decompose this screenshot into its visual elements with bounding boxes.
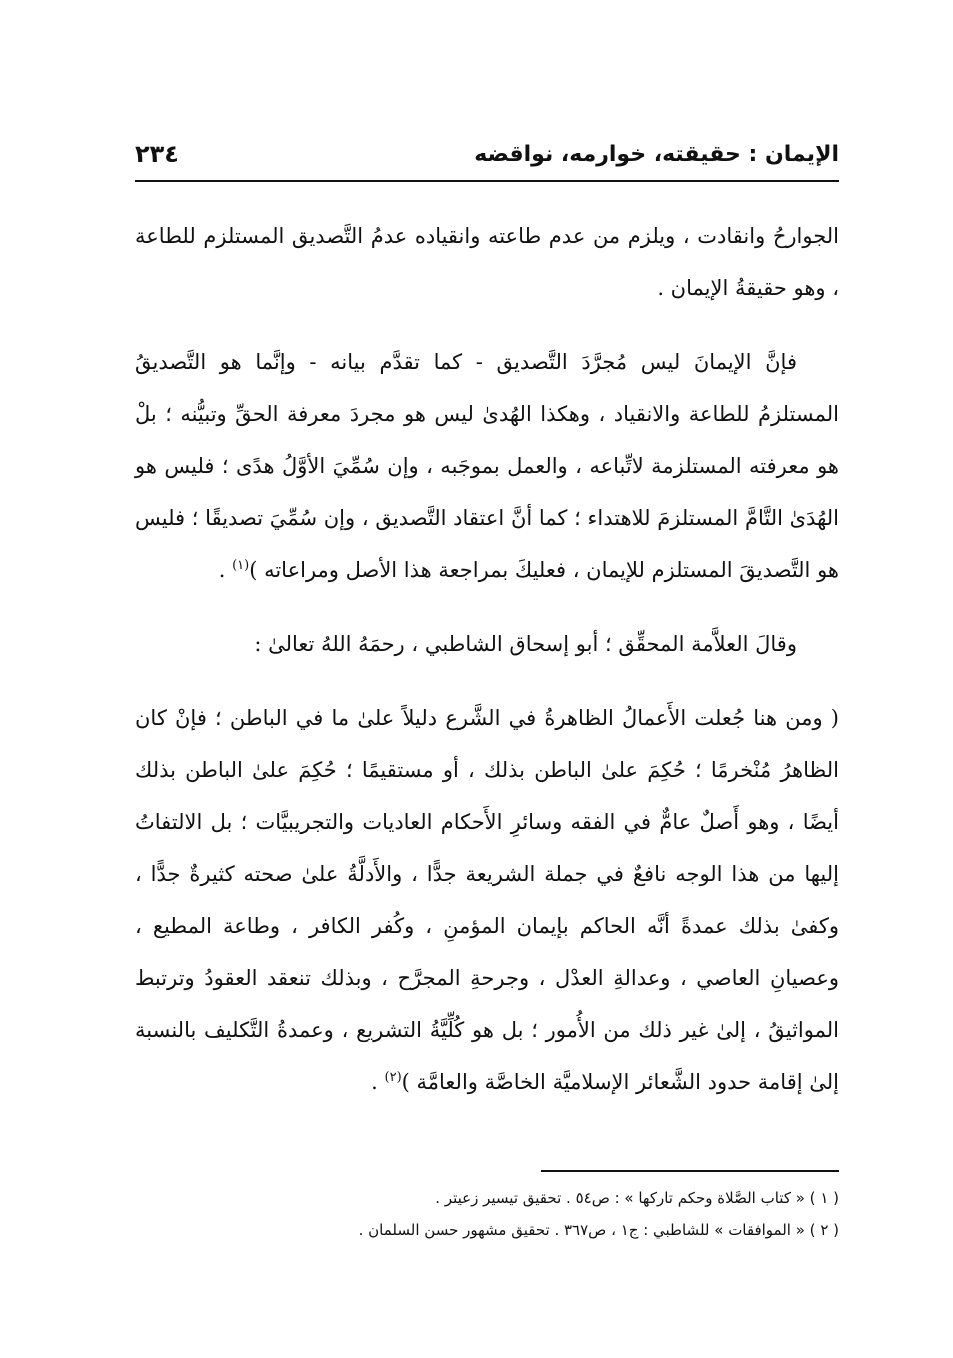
- page-header: [135, 138, 839, 178]
- paragraph-3: [135, 618, 839, 670]
- footnote-ref-1: (١): [232, 558, 250, 573]
- paragraph-4-tail: .: [371, 1070, 385, 1094]
- paragraph-1: [135, 210, 839, 314]
- footnote-ref-2: (٢): [384, 1070, 402, 1085]
- header-divider: [135, 180, 839, 182]
- running-title: الإيمان : حقيقته، خوارمه، نواقضه: [474, 142, 839, 167]
- paragraph-4: [135, 692, 839, 1108]
- paragraph-3-text: وقالَ العلاَّمة المحقِّق ؛ أبو إسحاق الشاطبي ، رحمَهُ اللهُ تعالىٰ :: [254, 632, 797, 656]
- paragraph-2: [135, 336, 839, 596]
- main-text: [135, 210, 839, 1130]
- footnote-1: ( ١ ) « كتاب الصَّلاة وحكم تاركها » : ص٥٤ . تحقيق تيسير زعيتر .: [435, 1189, 839, 1207]
- page-number: ٢٣٤: [135, 140, 179, 168]
- paragraph-2-text: فإنَّ الإيمانَ ليس مُجرَّدَ التَّصديق - كما تقدَّم بيانه - وإنَّما هو التَّصديقُ المستلزمُ للطاعة والانقياد ، وهكذا الهُدىٰ ليس هو مجردَ معرفة الحقِّ وتبيُّنه ؛ بلْ هو معرفته المستلزمة لاتِّباعه ، والعمل بموجَبه ، وإن سُمِّيَ الأوَّلُ هدًى ؛ فليس هو الهُدَىٰ التَّامَّ المستلزمَ للاهتداء ؛ كما أنَّ اعتقاد التَّصديق ، وإن سُمِّيَ تصديقًا ؛ فليس هو التَّصديقَ المستلزم للإيمان ، فعليكَ بمراجعة هذا الأصل ومراعاته ): [135, 350, 839, 582]
- paragraph-4-text: ( ومن هنا جُعلت الأَعمالُ الظاهرةُ في الشَّرع دليلاً علىٰ ما في الباطن ؛ فإنْ كان الظاهرُ مُنْخرمًا ؛ حُكِمَ علىٰ الباطن بذلك ، أو مستقيمًا ؛ حُكِمَ علىٰ الباطن بذلك أيضًا ، وهو أَصلٌ عامٌّ في الفقه وسائرِ الأَحكام العاديات والتجريبيَّات ؛ بل الالتفاتُ إليها من هذا الوجه نافعٌ في جملة الشريعة جدًّا ، والأَدلَّةُ علىٰ صحته كثيرةٌ جدًّا ، وكفىٰ بذلك عمدةً أنَّه الحاكم بإيمان المؤمنِ ، وكُفر الكافر ، وطاعة المطيع ، وعصيانِ العاصي ، وعدالةِ العدْل ، وجرحةِ المجرَّح ، وبذلك تنعقد العقودُ وترتبط المواثيقُ ، إلىٰ غير ذلك من الأُمور ؛ بل هو كُلِّيَّةُ التشريع ، وعمدةُ التَّكليف بالنسبة إلىٰ إقامة حدود الشَّعائر الإسلاميَّة الخاصَّة والعامَّة ): [135, 706, 839, 1094]
- paragraph-2-tail: .: [218, 558, 233, 582]
- footnote-2: ( ٢ ) « الموافقات » للشاطبي : ج١ ، ص٣٦٧ . تحقيق مشهور حسن السلمان .: [358, 1221, 839, 1239]
- footnote-divider: [541, 1170, 839, 1172]
- footnotes: [135, 1182, 839, 1246]
- paragraph-1-text: الجوارحُ وانقادت ، ويلزم من عدم طاعته وانقياده عدمُ التَّصديق المستلزم للطاعة ، وهو حقيقةُ الإيمان .: [135, 224, 839, 300]
